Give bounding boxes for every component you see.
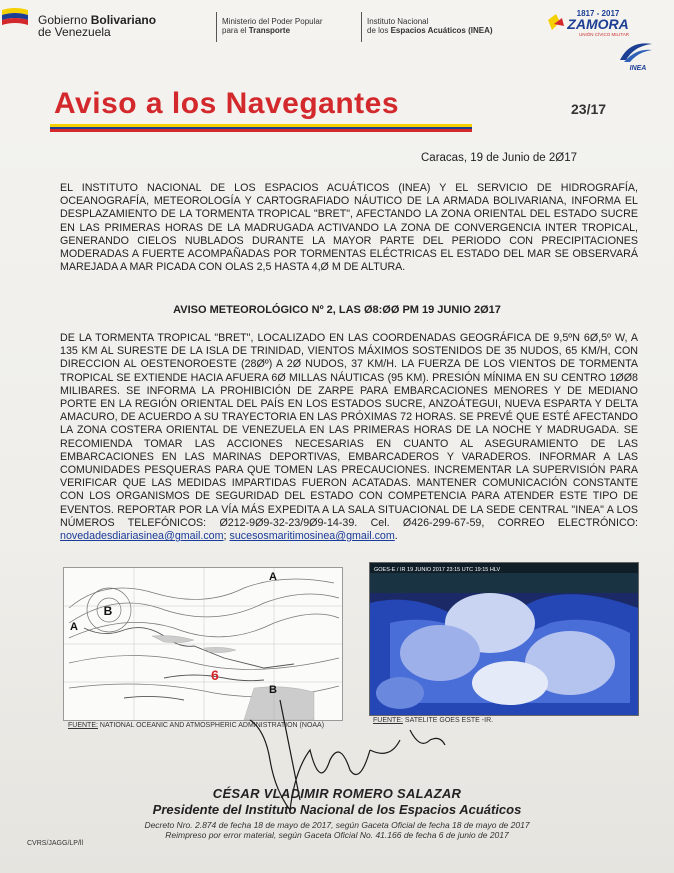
inea-logo-icon [614, 38, 656, 72]
zamora-subtitle: UNIÓN CÍVICO MILITAR [579, 32, 629, 37]
reference-initials: CVRS/JAGG/LP/ll [27, 840, 84, 847]
notice-number: 23/17 [571, 101, 607, 117]
paragraph-intro: EL INSTITUTO NACIONAL DE LOS ESPACIOS ACUÁTICOS (INEA) Y EL SERVICIO DE HIDROGRAFÍA, OCEANOGRAFÍA, METEOROLOGÍA Y CARTOGRAFIADO NÁUTICO DE LA ARMADA BOLIVARIANA, INFORMA EL DESPLAZAMIENTO DE LA TORMENTA TROPICAL "BRET", AFECTANDO LA ZONA ORIENTAL DEL ESTADO SUCRE EN LAS PRIMERAS HORAS DE LA MADRUGADA ACTIVANDO LA ZONA DE CONVERGENCIA INTER TROPICAL, GENERANDO CIELOS NUBLADOS DURANTE LA MAYOR PARTE DEL PERIODO CON PRECIPITACIONES MODERADAS A FUERTE ACOMPAÑADAS POR TORMENTAS ELÉCTRICAS EL ESTADO DEL MAR SE OBSERVARÁ MAREJADA A MAR PICADA CON OLAS 2,5 HASTA 4,Ø M DE ALTURA. [60, 182, 638, 274]
map-high-label: A [70, 621, 78, 633]
zamora-name: ZAMORA [567, 16, 629, 32]
decree-reprint-line: Reimpreso por error material, según Gaceta Oficial No. 41.166 de fecha 6 de junio de 2017 [165, 830, 509, 840]
page-title: Aviso a los Navegantes [54, 87, 400, 120]
header-divider [361, 12, 362, 42]
map-low-label: B [103, 604, 113, 618]
signer-name: CÉSAR VLADIMIR ROMERO SALAZAR [212, 786, 462, 801]
paragraph-details: DE LA TORMENTA TROPICAL "BRET", LOCALIZADO EN LAS COORDENADAS GEOGRÁFICA DE 9,5ºN 6Ø,5º W, A 135 KM AL SURESTE DE LA ISLA DE TRINIDAD, VIENTOS MÁXIMOS SOSTENIDOS DE 35 NUDOS, 65 KM/H, CON DIRECCION AL OESTENOROESTE (28Øº) A 2Ø NUDOS, 37 KM/H. LA FUERZA DE LOS VIENTOS DE TORMENTA TROPICAL SE EXTIENDE HACIA AFUERA 6Ø MILLAS NÁUTICAS (95 KM). PRESIÓN MÍNIMA EN SU CENTRO 1ØØ8 MILIBARES. SE INFORMA LA PROHIBICIÓN DE ZARPE PARA EMBARCACIONES MENORES Y DE MEDIANO PORTE EN LA REGIÓN ORIENTAL DEL PAÍS EN LOS ESTADOS SUCRE, ANZOÁTEGUI, NUEVA ESPARTA Y DELTA AMACURO, DE ACUERDO A SU TRAYECTORIA EN LAS PRÓXIMAS 72 HORAS. SE PREVÉ QUE ESTÉ AFECTANDO LA ZONA COSTERA ORIENTAL DE VENEZUELA EN LAS PRIMERAS HORAS DE LA NOCHE Y MADRUGADA. SE RECOMIENDA TOMAR LAS ACCIONES NECESARIAS EN CUANTO AL ASEGURAMIENTO DE LAS EMBARCACIONES EN LAS MARINAS DEPORTIVAS, EMBARCADEROS Y VARADEROS. INFORMAR A LAS COMUNIDADES PESQUERAS PARA QUE TOMEN LAS PRECAUCIONES. INCREMENTAR LA SUPERVISIÓN PARA VERIFICAR QUE LAS MEDIDAS IMPARTIDAS FUERON ACATADAS. MANTENER COMUNICACIÓN CONSTANTE CON LOS ORGANISMOS DE SEGURIDAD DEL ESTADO CON COMPETENCIA PARA ATENDER ESTE TIPO DE EVENTOS. REPORTAR POR LA VÍA MÁS EXPEDITA A LA SALA SITUACIONAL DE LA SEDE CENTRAL "INEA" A LOS NÚMEROS TELEFÓNICOS: Ø212-9Ø9-32-23/9Ø9-14-39. Cel. Ø426-299-67-59, CORREO ELECTRÓNICO: novedadesdiariasinea@gmail.com; sucesosmaritimosinea@gmail.com. [60, 332, 638, 543]
email-link-novedades[interactable]: novedadesdiariasinea@gmail.com [60, 530, 224, 543]
meteorological-notice-heading: AVISO METEOROLÓGICO Nº 2, LAS Ø8:ØØ PM 19 JUNIO 2Ø17 [173, 304, 501, 316]
map-low-label: B [269, 684, 277, 696]
date-line: Caracas, 19 de Junio de 2Ø17 [421, 152, 577, 164]
paragraph-details-text: DE LA TORMENTA TROPICAL "BRET", LOCALIZADO EN LAS COORDENADAS GEOGRÁFICA DE 9,5ºN 6Ø,5º W, A 135 KM AL SURESTE DE LA ISLA DE TRINIDAD, VIENTOS MÁXIMOS SOSTENIDOS DE 35 NUDOS, 65 KM/H, CON DIRECCION AL OESTENOROESTE (28Øº) A 2Ø NUDOS, 37 KM/H. LA FUERZA DE LOS VIENTOS DE TORMENTA TROPICAL SE EXTIENDE HACIA AFUERA 6Ø MILLAS NÁUTICAS (95 KM). PRESIÓN MÍNIMA EN SU CENTRO 1ØØ8 MILIBARES. SE INFORMA LA PROHIBICIÓN DE ZARPE PARA EMBARCACIONES MENORES Y DE MEDIANO PORTE EN LA REGIÓN ORIENTAL DEL PAÍS EN LOS ESTADOS SUCRE, ANZOÁTEGUI, NUEVA ESPARTA Y DELTA AMACURO, DE ACUERDO A SU TRAYECTORIA EN LAS PRÓXIMAS 72 HORAS. SE PREVÉ QUE ESTÉ AFECTANDO LA ZONA COSTERA ORIENTAL DE VENEZUELA EN LAS PRIMERAS HORAS DE LA NOCHE Y MADRUGADA. SE RECOMIENDA TOMAR LAS ACCIONES NECESARIAS EN CUANTO AL ASEGURAMIENTO DE LAS EMBARCACIONES EN LAS MARINAS DEPORTIVAS, EMBARCADEROS Y VARADEROS. INFORMAR A LAS COMUNIDADES PESQUERAS PARA QUE TOMEN LAS PRECAUCIONES. INCREMENTAR LA SUPERVISIÓN PARA VERIFICAR QUE LAS MEDIDAS IMPARTIDAS FUERON ACATADAS. MANTENER COMUNICACIÓN CONSTANTE CON LOS ORGANISMOS DE SEGURIDAD DEL ESTADO CON COMPETENCIA PARA ATENDER ESTE TIPO DE EVENTOS. REPORTAR POR LA VÍA MÁS EXPEDITA A LA SALA SITUACIONAL DE LA SEDE CENTRAL "INEA" A LOS NÚMEROS TELEFÓNICOS: Ø212-9Ø9-32-23/9Ø9-14-39. Cel. Ø426-299-67-59, CORREO ELECTRÓNICO: [60, 332, 638, 529]
institute-name: Instituto Nacional de los Espacios Acuáticos (INEA) [367, 17, 493, 35]
header-divider [216, 12, 217, 42]
satellite-caption: GOES-E / IR 19 JUNIO 2017 23:15 UTC 19:15 HLV [374, 567, 501, 573]
government-name: Gobierno Bolivariano de Venezuela [38, 13, 157, 39]
decree-line: Decreto Nro. 2.874 de fecha 18 de mayo de 2017, según Gaceta Oficial de fecha 18 de mayo de 2017 [144, 820, 530, 830]
zamora-logo [540, 8, 656, 38]
satellite-source: FUENTE: SATELITE GOES ESTE -IR. [373, 717, 494, 724]
ministry-name: Ministerio del Poder Popular para el Transporte [222, 17, 323, 35]
venezuela-flag-icon [2, 8, 28, 26]
zamora-years: 1817 - 2017 [576, 9, 620, 18]
signer-role: Presidente del Instituto Nacional de los Espacios Acuáticos [152, 802, 522, 817]
map-source: FUENTE: NATIONAL OCEANIC AND ATMOSPHERIC ADMINISTRATION (NOAA) [68, 722, 325, 729]
storm-symbol: 6 [211, 667, 219, 683]
email-link-sucesos[interactable]: sucesosmaritimosinea@gmail.com [229, 530, 395, 543]
inea-label: INEA [629, 65, 647, 72]
map-high-label: A [269, 571, 277, 583]
tricolor-stripe [50, 124, 472, 132]
